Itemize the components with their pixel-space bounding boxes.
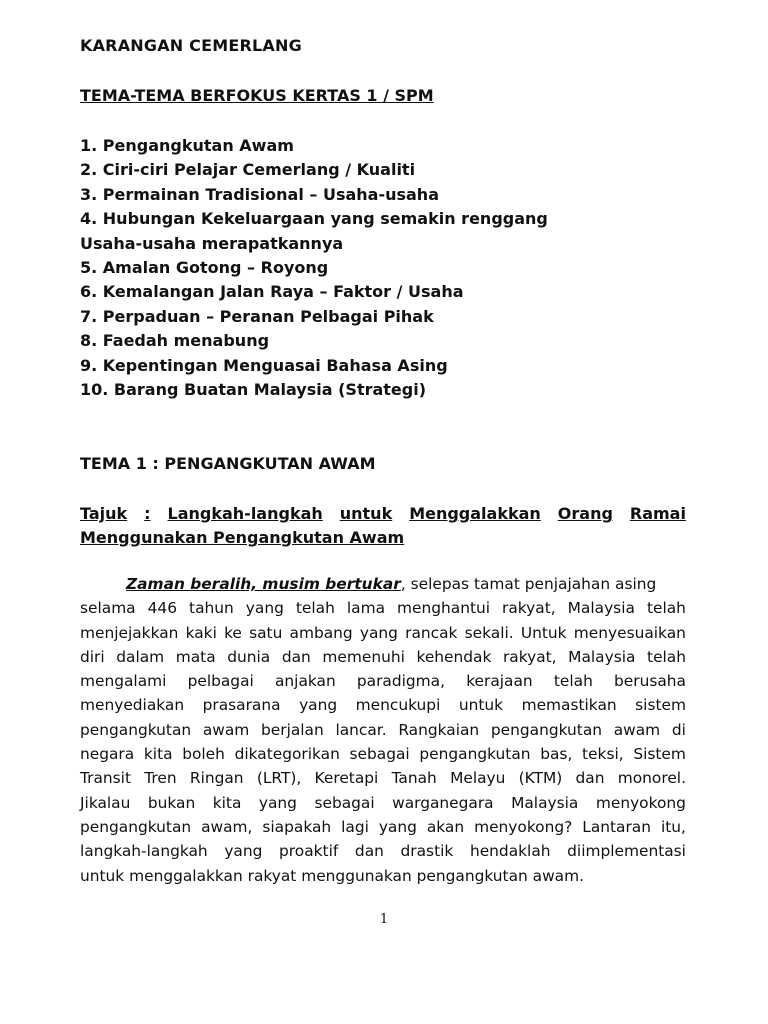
essay-line: mengalami pelbagai anjakan paradigma, kerajaan telah berusaha [80, 672, 686, 691]
essay-line-first [80, 572, 686, 596]
tajuk-colon: : [144, 504, 151, 523]
essay-line: Jikalau bukan kita yang sebagai warganegara Malaysia menyokong [80, 793, 686, 812]
theme-list-item: 8. Faedah menabung [80, 331, 270, 351]
essay-line: Transit Tren Ringan (LRT), Keretapi Tanah Melayu (KTM) dan monorel. [80, 769, 686, 788]
theme-list-item: 1. Pengangkutan Awam [80, 136, 294, 155]
essay-title-line-1 [80, 502, 686, 526]
essay-title [80, 502, 686, 550]
tajuk-word: untuk [339, 504, 393, 523]
essay-line: selama 446 tahun yang telah lama menghantui rakyat, Malaysia telah [80, 599, 686, 618]
tajuk-word: Menggalakkan [409, 504, 541, 523]
essay-paragraph [80, 572, 686, 888]
essay-line-last: untuk menggalakkan rakyat menggunakan pengangkutan awam. [80, 866, 584, 885]
tajuk-label: Tajuk [80, 504, 128, 523]
theme-list-item: 10. Barang Buatan Malaysia (Strategi) [80, 380, 427, 400]
tajuk-word: Ramai [629, 504, 686, 523]
tajuk-word: Langkah-langkah [167, 504, 323, 523]
essay-line: menyediakan prasarana yang mencukupi untuk memastikan sistem [80, 696, 686, 715]
theme-list-item: 4. Hubungan Kekeluargaan yang semakin renggang [80, 209, 548, 229]
essay-line: langkah-langkah yang proaktif dan drastik hendaklah diimplementasi [80, 842, 686, 861]
tajuk-word: Orang [557, 504, 613, 523]
section-heading: TEMA 1 : PENGANGKUTAN AWAM [80, 454, 376, 473]
theme-list-item: 9. Kepentingan Menguasai Bahasa Asing [80, 355, 448, 375]
theme-list-item: 2. Ciri-ciri Pelajar Cemerlang / Kualiti [80, 160, 416, 180]
document-subtitle: TEMA-TEMA BERFOKUS KERTAS 1 / SPM [80, 86, 434, 105]
opening-phrase: Zaman beralih, musim bertukar [126, 575, 401, 593]
essay-title-line-2: Menggunakan Pengangkutan Awam [80, 528, 405, 547]
document-title: KARANGAN CEMERLANG [80, 36, 302, 55]
opening-rest: , selepas tamat penjajahan asing [400, 575, 657, 593]
page-number: 1 [379, 912, 389, 927]
essay-line: menjejakkan kaki ke satu ambang yang rancak sekali. Untuk menyesuaikan [80, 623, 686, 642]
theme-list [80, 134, 700, 402]
theme-list-item: 3. Permainan Tradisional – Usaha-usaha [80, 184, 439, 204]
theme-list-item: 7. Perpaduan – Peranan Pelbagai Pihak [80, 306, 434, 326]
essay-line: pengangkutan awam, siapakah lagi yang akan menyokong? Lantaran itu, [80, 817, 686, 836]
theme-list-item: Usaha-usaha merapatkannya [80, 233, 344, 253]
essay-line: negara kita boleh dikategorikan sebagai pengangkutan bas, teksi, Sistem [80, 745, 686, 764]
essay-line: pengangkutan awam berjalan lancar. Rangkaian pengangkutan awam di [80, 720, 686, 739]
theme-list-item: 6. Kemalangan Jalan Raya – Faktor / Usaha [80, 282, 464, 302]
theme-list-item: 5. Amalan Gotong – Royong [80, 258, 329, 278]
essay-line: diri dalam mata dunia dan memenuhi kehendak rakyat, Malaysia telah [80, 647, 686, 666]
